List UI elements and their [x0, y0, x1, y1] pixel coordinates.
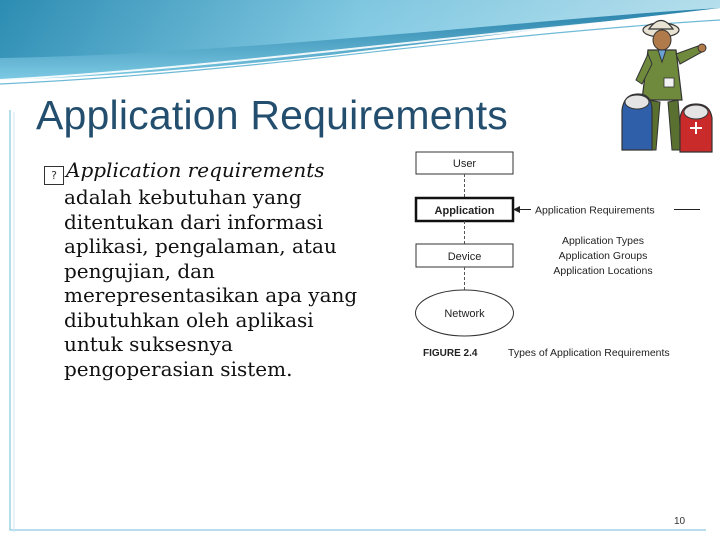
application-label: Application [434, 205, 495, 217]
device-label: Device [447, 251, 482, 263]
bullet-term: Application requirements [66, 158, 325, 182]
body-line: adalah kebutuhan yang [64, 185, 302, 209]
missing-glyph-icon: ? [44, 166, 64, 185]
page-number: 10 [674, 516, 686, 527]
body-line: pengoperasian sistem. [64, 356, 293, 381]
traveler-clipart [618, 10, 716, 160]
body-line: dibutuhkan oleh aplikasi [64, 307, 314, 332]
body-line: aplikasi, pengalaman, atau [64, 234, 337, 258]
requirements-figure [413, 148, 703, 366]
figure-number: FIGURE 2.4 [423, 348, 478, 359]
body-line: merepresentasikan apa yang [64, 283, 358, 307]
requirements-diagram [413, 148, 703, 366]
header-wave-decoration [0, 0, 720, 100]
type-item: Application Groups [558, 250, 648, 262]
slide-title: Application Requirements [36, 92, 508, 138]
network-label: Network [444, 308, 485, 320]
type-item: Application Locations [553, 265, 653, 277]
type-item: Application Types [561, 235, 645, 247]
body-line: ditentukan dari informasi [64, 209, 324, 234]
figure-caption: Types of Application Requirements [508, 347, 670, 359]
body-line: untuk suksesnya [64, 332, 233, 356]
bullet-paragraph [44, 158, 394, 381]
bullet-first-line [44, 158, 394, 185]
arrow-label: Application Requirements [535, 204, 655, 217]
user-label: User [452, 158, 477, 170]
body-line: pengujian, dan [64, 258, 215, 283]
